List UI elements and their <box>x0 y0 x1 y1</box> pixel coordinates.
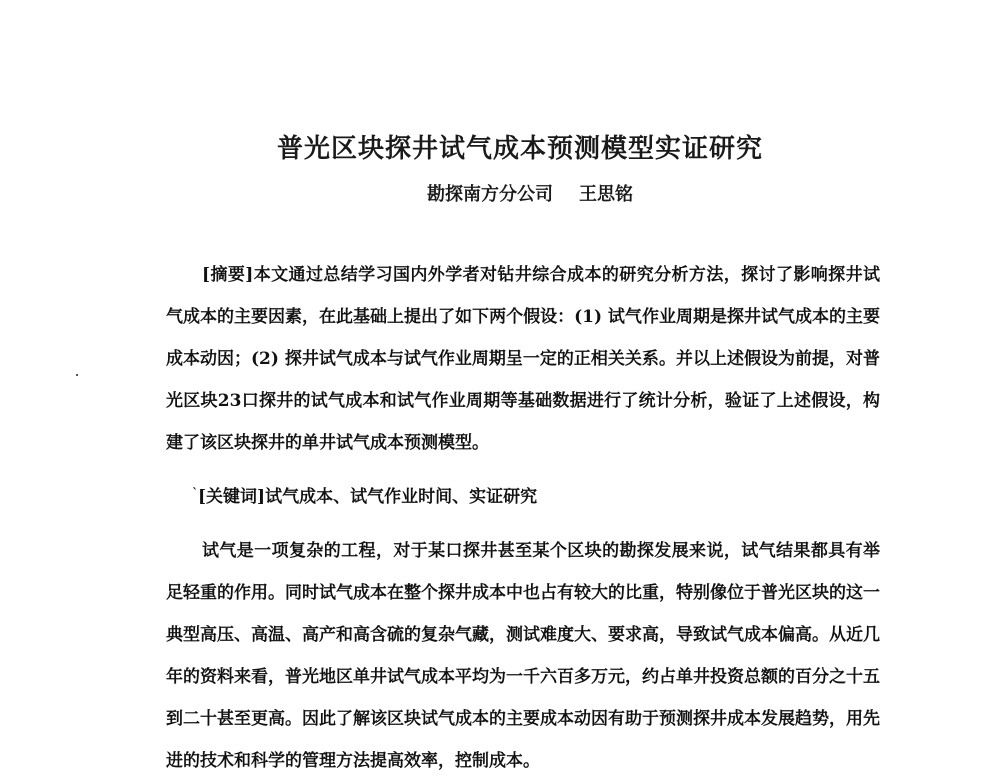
abstract-paragraph: [摘要]本文通过总结学习国内外学者对钻井综合成本的研究分析方法，探讨了影响探井试气成本的主要因素，在此基础上提出了如下两个假设：(1) 试气作业周期是探井试气成本的主要成本动因；(2) 探井试气成本与试气作业周期呈一定的正相关关系。并以上述假设为前提，对普光区块23口探井的试气成本和试气作业周期等基础数据进行了统计分析，验证了上述假设，构建了该区块探井的单井试气成本预测模型。 <box>166 265 880 453</box>
byline <box>427 180 633 206</box>
scan-speck <box>76 374 78 376</box>
introduction-section <box>166 530 880 782</box>
keywords-text: [关键词]试气成本、试气作业时间、实证研究 <box>198 487 538 507</box>
keywords-line <box>192 476 538 518</box>
intro-paragraph: 试气是一项复杂的工程，对于某口探井甚至某个区块的勘探发展来说，试气结果都具有举足轻重的作用。同时试气成本在整个探井成本中也占有较大的比重，特别像位于普光区块的这一典型高压、高温、高产和高含硫的复杂气藏，测试难度大、要求高，导致试气成本偏高。从近几年的资料来看，普光地区单井试气成本平均为一千六百多万元，约占单井投资总额的百分之十五到二十甚至更高。因此了解该区块试气成本的主要成本动因有助于预测探井成本发展趋势，用先进的技术和科学的管理方法提高效率，控制成本。 <box>166 541 880 771</box>
paper-title: 普光区块探井试气成本预测模型实证研究 <box>276 134 763 164</box>
affiliation: 勘探南方分公司 <box>427 184 553 205</box>
scan-mark: ` <box>192 486 198 500</box>
abstract-section <box>166 254 880 464</box>
author-name: 王思铭 <box>579 184 633 205</box>
